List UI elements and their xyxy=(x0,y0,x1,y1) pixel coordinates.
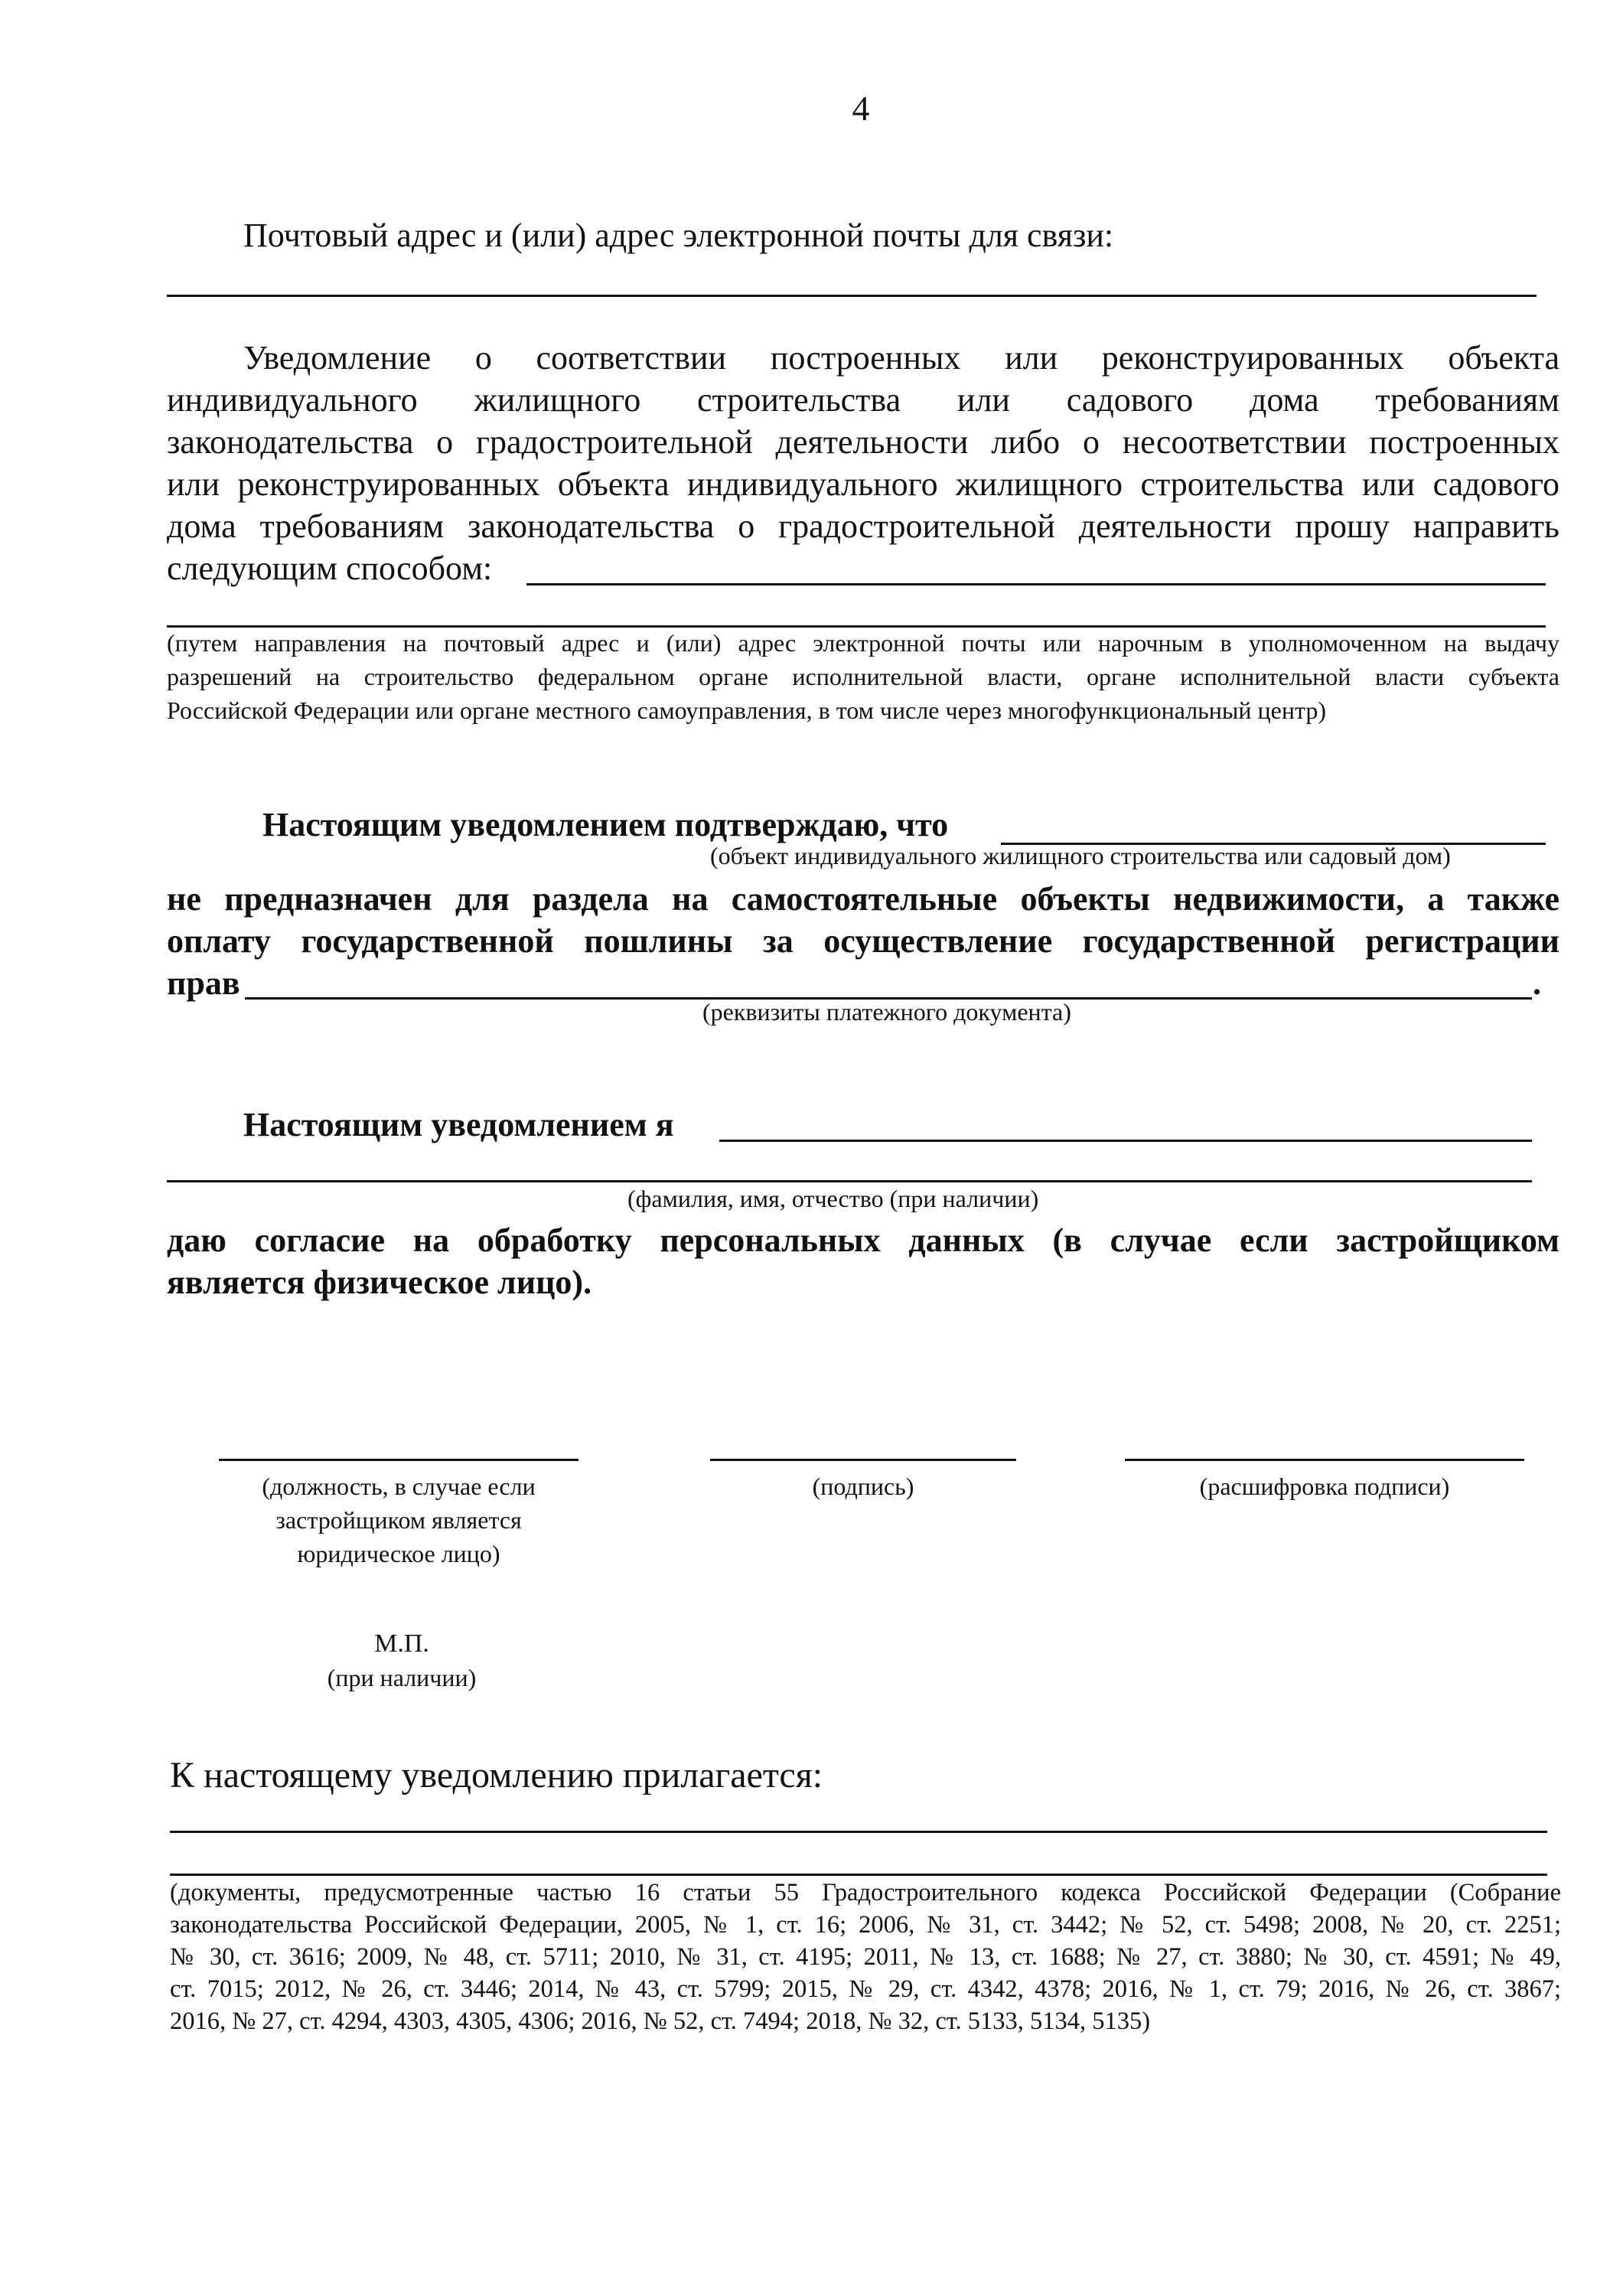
confirm-paragraph xyxy=(167,878,1559,962)
notification-paragraph xyxy=(167,337,1559,589)
paragraph-line: законодательства о градостроительной деятельности либо о несоответствии построенных xyxy=(167,423,1559,461)
contact-input-line[interactable] xyxy=(167,295,1537,297)
consent-lead: Настоящим уведомлением я xyxy=(243,1106,674,1143)
consent-paragraph xyxy=(167,1219,1559,1303)
paragraph-line: индивидуального жилищного строительства или садового дома требованиям xyxy=(167,381,1559,419)
hint-line: застройщиком является xyxy=(275,1506,522,1534)
payment-hint: (реквизиты платежного документа) xyxy=(702,998,1071,1026)
signature-line[interactable] xyxy=(710,1459,1016,1461)
signature-hint: (подпись) xyxy=(812,1473,914,1500)
hint-line: (документы, предусмотренные частью 16 статьи 55 Градостроительного кодекса Российской Федерации (Собрание xyxy=(170,1879,1561,1906)
position-signature-line[interactable] xyxy=(219,1459,578,1461)
paragraph-line: оплату государственной пошлины за осуществление государственной регистрации xyxy=(167,922,1559,960)
attachments-input-line-2[interactable] xyxy=(170,1874,1547,1876)
contact-label: Почтовый адрес и (или) адрес электронной почты для связи: xyxy=(243,217,1114,254)
name-input-line[interactable] xyxy=(719,1140,1532,1142)
hint-line: (должность, в случае если xyxy=(262,1473,536,1500)
hint-line: разрешений на строительство федеральном органе исполнительной власти, органе исполнительной власти субъекта xyxy=(167,663,1559,690)
position-hint xyxy=(211,1469,586,1570)
hint-line: № 30, ст. 3616; 2009, № 48, ст. 5711; 2010, № 31, ст. 4195; 2011, № 13, ст. 1688; № 27, ст. 3880; № 30, ст. 4591; № 49, xyxy=(170,1943,1561,1971)
confirm-lead: Настоящим уведомлением подтверждаю, что xyxy=(262,806,949,843)
method-hint xyxy=(167,626,1559,727)
method-input-line[interactable] xyxy=(526,583,1546,585)
stamp-label: М.П. xyxy=(374,1629,429,1658)
page-number: 4 xyxy=(852,89,870,128)
hint-line: законодательства Российской Федерации, 2005, № 1, ст. 16; 2006, № 31, ст. 3442; № 52, ст. 5498; 2008, № 20, ст. 2251; xyxy=(170,1911,1561,1939)
paragraph-line: не предназначен для раздела на самостоятельные объекты недвижимости, а также xyxy=(167,880,1559,918)
paragraph-line: является физическое лицо). xyxy=(167,1264,592,1301)
hint-line: Российской Федерации или органе местного самоуправления, в том числе через многофункциональный центр) xyxy=(167,696,1326,724)
paragraph-line: или реконструированных объекта индивидуального жилищного строительства или садового xyxy=(167,465,1559,503)
decryption-hint: (расшифровка подписи) xyxy=(1199,1473,1450,1500)
attachments-hint xyxy=(170,1877,1561,2037)
paragraph-last-line: следующим способом: xyxy=(167,550,493,587)
attachments-input-line[interactable] xyxy=(170,1831,1547,1833)
hint-line: ст. 7015; 2012, № 26, ст. 3446; 2014, № 43, ст. 5799; 2015, № 29, ст. 4342, 4378; 2016, № 1, ст. 79; 2016, № 26, ст. 3867; xyxy=(170,1975,1561,2003)
paragraph-line: Уведомление о соответствии построенных или реконструированных объекта xyxy=(243,339,1559,377)
decryption-signature-line[interactable] xyxy=(1125,1459,1524,1461)
name-input-line-2[interactable] xyxy=(167,1180,1532,1182)
attachments-label: К настоящему уведомлению прилагается: xyxy=(170,1755,823,1795)
prav-period: . xyxy=(1533,964,1541,1002)
paragraph-line: дома требованиям законодательства о градостроительной деятельности прошу направить xyxy=(167,507,1559,545)
hint-line: 2016, № 27, ст. 4294, 4303, 4305, 4306; 2016, № 52, ст. 7494; 2018, № 32, ст. 5133, 5134, 5135) xyxy=(170,2007,1151,2035)
hint-line: юридическое лицо) xyxy=(297,1540,500,1567)
name-hint: (фамилия, имя, отчество (при наличии) xyxy=(627,1185,1039,1212)
object-hint: (объект индивидуального жилищного строительства или садовый дом) xyxy=(710,842,1451,869)
hint-line: (путем направления на почтовый адрес и (или) адрес электронной почты или нарочным в уполномоченном на выдачу xyxy=(167,629,1559,657)
paragraph-line: даю согласие на обработку персональных данных (в случае если застройщиком xyxy=(167,1221,1559,1259)
prav-label: прав xyxy=(167,964,240,1002)
stamp-hint: (при наличии) xyxy=(327,1664,477,1691)
